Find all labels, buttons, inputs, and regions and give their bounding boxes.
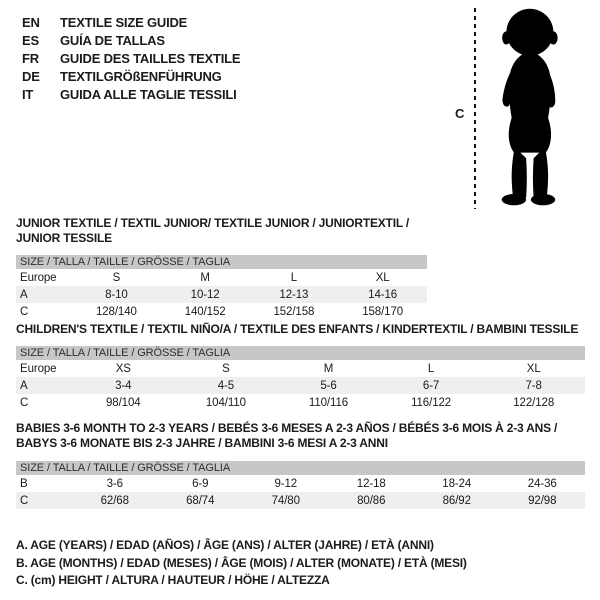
age-cell: 3-4 bbox=[72, 377, 175, 394]
height-cell: 152/158 bbox=[273, 305, 315, 318]
childrens-size-bar: SIZE / TALLA / TAILLE / GRÖSSE / TAGLIA bbox=[16, 346, 585, 360]
lang-code: IT bbox=[22, 86, 34, 102]
row-label: C bbox=[16, 492, 72, 509]
age-cell: 10-12 bbox=[161, 286, 250, 303]
table-row bbox=[16, 360, 585, 377]
size-cell: S bbox=[112, 271, 121, 284]
row-label: C bbox=[20, 305, 29, 318]
childrens-size-table bbox=[16, 360, 585, 411]
height-cell: 122/128 bbox=[513, 396, 555, 409]
size-cell: XL bbox=[526, 362, 541, 375]
table-row bbox=[16, 475, 585, 492]
age-cell: 9-12 bbox=[274, 477, 298, 490]
table-row bbox=[16, 303, 427, 320]
height-cell: 140/152 bbox=[184, 305, 226, 318]
junior-textile-section bbox=[16, 216, 427, 320]
row-label: B bbox=[20, 477, 28, 490]
childrens-textile-section bbox=[16, 322, 585, 411]
babies-table-title-line1: BABIES 3-6 MONTH TO 2-3 YEARS / BEBÉS 3-6 MESES A 2-3 AÑOS / BÉBÉS 3-6 MOIS À 2-3 ANS / bbox=[16, 421, 558, 435]
legend-footnotes bbox=[16, 537, 467, 590]
lang-row-en bbox=[22, 13, 240, 31]
babies-table-title-line2: BABYS 3-6 MONATE BIS 2-3 JAHRE / BAMBINI 3-6 MESI A 2-3 ANNI bbox=[16, 436, 388, 450]
height-cell: 74/80 bbox=[243, 492, 329, 509]
size-cell: S bbox=[222, 362, 230, 375]
footnote-height: C. (cm) HEIGHT / ALTURA / HAUTEUR / HÖHE / ALTEZZA bbox=[16, 573, 330, 587]
age-cell: 24-36 bbox=[527, 477, 557, 490]
height-cell: 68/74 bbox=[158, 492, 244, 509]
height-cell: 62/68 bbox=[72, 492, 158, 509]
size-cell: M bbox=[200, 271, 210, 284]
height-measure-label: C bbox=[455, 106, 465, 121]
height-cell: 86/92 bbox=[414, 492, 500, 509]
age-cell: 12-18 bbox=[356, 477, 386, 490]
age-cell: 6-9 bbox=[192, 477, 209, 490]
height-cell: 104/110 bbox=[205, 396, 246, 409]
height-cell: 128/140 bbox=[95, 305, 137, 318]
row-label: Europe bbox=[20, 271, 57, 284]
babies-textile-section bbox=[16, 421, 585, 509]
row-label: C bbox=[20, 396, 29, 409]
childrens-table-title: CHILDREN'S TEXTILE / TEXTIL NIÑO/A / TEXTILE DES ENFANTS / KINDERTEXTIL / BAMBINI TESSILE bbox=[16, 322, 579, 336]
height-cell: 92/98 bbox=[500, 492, 586, 509]
language-title-list bbox=[22, 13, 240, 103]
size-cell: XL bbox=[375, 271, 390, 284]
height-cell: 110/116 bbox=[308, 396, 349, 409]
table-row bbox=[16, 377, 585, 394]
lang-row-it bbox=[22, 85, 240, 103]
age-cell: 4-5 bbox=[175, 377, 278, 394]
lang-title: GUÍA DE TALLAS bbox=[60, 32, 165, 48]
lang-code: FR bbox=[22, 50, 39, 66]
toddler-silhouette-icon bbox=[481, 4, 575, 211]
junior-table-title: JUNIOR TEXTILE / TEXTIL JUNIOR/ TEXTILE JUNIOR / JUNIORTEXTIL / JUNIOR TESSILE bbox=[16, 216, 410, 245]
babies-size-table bbox=[16, 475, 585, 509]
height-cell: 116/122 bbox=[411, 396, 452, 409]
row-label: A bbox=[16, 286, 72, 303]
table-row bbox=[16, 269, 427, 286]
size-cell: L bbox=[290, 271, 298, 284]
lang-row-de bbox=[22, 67, 240, 85]
lang-title: TEXTILGRÖßENFÜHRUNG bbox=[60, 68, 222, 84]
footnote-age-months: B. AGE (MONTHS) / EDAD (MESES) / ÂGE (MOIS) / ALTER (MONATE) / ETÀ (MESI) bbox=[16, 555, 467, 570]
lang-row-fr bbox=[22, 49, 240, 67]
lang-code: EN bbox=[22, 14, 40, 30]
size-cell: L bbox=[427, 362, 435, 375]
age-cell: 3-6 bbox=[106, 477, 123, 490]
junior-size-table bbox=[16, 269, 427, 320]
age-cell: 8-10 bbox=[72, 286, 161, 303]
age-cell: 5-6 bbox=[277, 377, 380, 394]
lang-title: TEXTILE SIZE GUIDE bbox=[60, 14, 188, 30]
height-measure-dashed-line bbox=[474, 8, 476, 209]
lang-code: DE bbox=[22, 68, 40, 84]
size-cell: XS bbox=[115, 362, 131, 375]
table-row bbox=[16, 394, 585, 411]
size-cell: M bbox=[323, 362, 334, 375]
lang-title: GUIDA ALLE TAGLIE TESSILI bbox=[60, 86, 237, 102]
age-cell: 12-13 bbox=[250, 286, 339, 303]
row-label: Europe bbox=[20, 362, 57, 375]
age-cell: 7-8 bbox=[482, 377, 585, 394]
lang-row-es bbox=[22, 31, 240, 49]
babies-size-bar: SIZE / TALLA / TAILLE / GRÖSSE / TAGLIA bbox=[16, 461, 585, 475]
age-cell: 14-16 bbox=[338, 286, 427, 303]
junior-size-bar: SIZE / TALLA / TAILLE / GRÖSSE / TAGLIA bbox=[16, 255, 427, 269]
height-cell: 80/86 bbox=[329, 492, 415, 509]
footnote-age-years: A. AGE (YEARS) / EDAD (AÑOS) / ÂGE (ANS) / ALTER (JAHRE) / ETÀ (ANNI) bbox=[16, 538, 434, 552]
row-label: A bbox=[16, 377, 72, 394]
lang-title: GUIDE DES TAILLES TEXTILE bbox=[60, 50, 241, 66]
table-row bbox=[16, 492, 585, 509]
lang-code: ES bbox=[22, 32, 39, 48]
height-cell: 98/104 bbox=[106, 396, 141, 409]
height-cell: 158/170 bbox=[362, 305, 404, 318]
age-cell: 18-24 bbox=[442, 477, 472, 490]
table-row bbox=[16, 286, 427, 303]
age-cell: 6-7 bbox=[380, 377, 483, 394]
